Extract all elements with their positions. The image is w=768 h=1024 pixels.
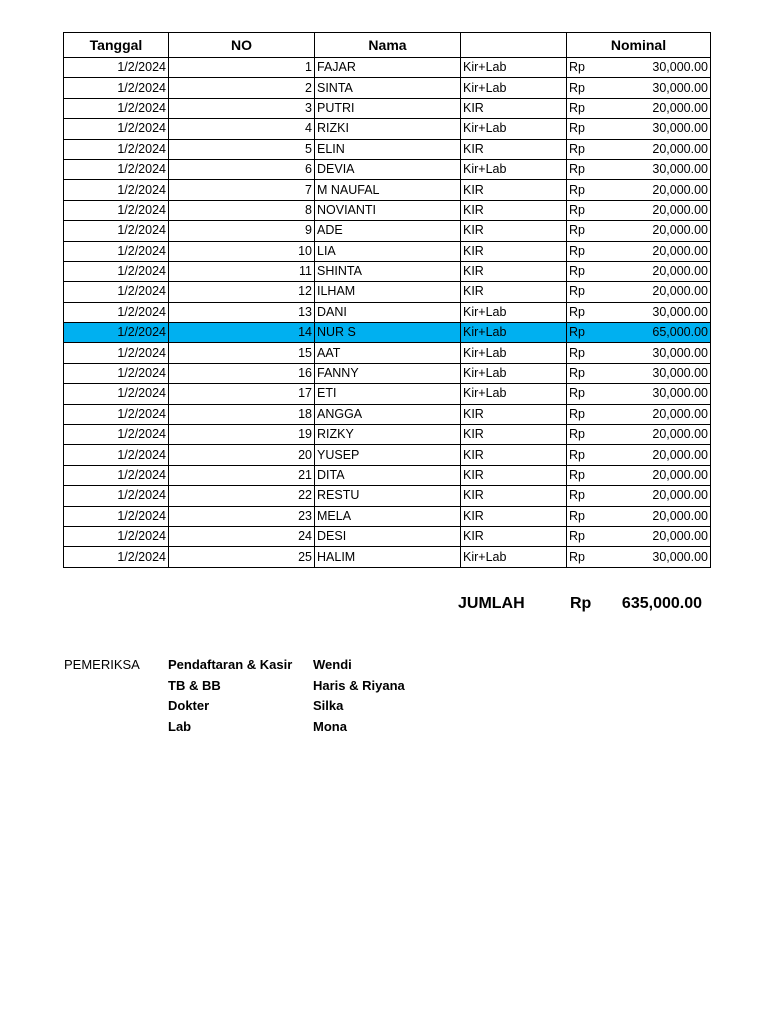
signoff-role: Lab bbox=[168, 718, 192, 734]
cell-jenis: KIR bbox=[461, 139, 567, 159]
cell-currency: Rp bbox=[569, 325, 585, 340]
cell-jenis: KIR bbox=[461, 506, 567, 526]
cell-jenis: KIR bbox=[461, 241, 567, 261]
table-row bbox=[64, 323, 711, 343]
table-row bbox=[64, 200, 711, 220]
cell-jenis: Kir+Lab bbox=[461, 302, 567, 322]
cell-no: 2 bbox=[169, 78, 315, 98]
header-nama: Nama bbox=[315, 33, 461, 58]
cell-nominal bbox=[567, 526, 711, 546]
signoff-person: Mona bbox=[313, 718, 347, 734]
cell-nominal bbox=[567, 425, 711, 445]
cell-no: 11 bbox=[169, 261, 315, 281]
payment-table bbox=[63, 32, 711, 568]
cell-no: 6 bbox=[169, 159, 315, 179]
cell-no: 10 bbox=[169, 241, 315, 261]
cell-nominal bbox=[567, 445, 711, 465]
cell-tanggal: 1/2/2024 bbox=[64, 404, 169, 424]
cell-jenis: KIR bbox=[461, 526, 567, 546]
header-no: NO bbox=[169, 33, 315, 58]
signoff-row bbox=[64, 676, 464, 697]
cell-nama: RIZKY bbox=[315, 425, 461, 445]
cell-jenis: KIR bbox=[461, 200, 567, 220]
cell-tanggal: 1/2/2024 bbox=[64, 58, 169, 78]
cell-amount: 30,000.00 bbox=[652, 121, 708, 136]
cell-nama: ETI bbox=[315, 384, 461, 404]
cell-tanggal: 1/2/2024 bbox=[64, 139, 169, 159]
signoff-title: PEMERIKSA bbox=[64, 657, 140, 672]
cell-jenis: Kir+Lab bbox=[461, 119, 567, 139]
cell-nominal bbox=[567, 384, 711, 404]
cell-currency: Rp bbox=[569, 182, 585, 197]
table-row bbox=[64, 139, 711, 159]
cell-jenis: Kir+Lab bbox=[461, 78, 567, 98]
table-row bbox=[64, 445, 711, 465]
table-row bbox=[64, 465, 711, 485]
cell-jenis: Kir+Lab bbox=[461, 363, 567, 383]
cell-jenis: KIR bbox=[461, 404, 567, 424]
table-row bbox=[64, 119, 711, 139]
cell-currency: Rp bbox=[569, 121, 585, 136]
cell-nama: AAT bbox=[315, 343, 461, 363]
cell-no: 18 bbox=[169, 404, 315, 424]
cell-amount: 20,000.00 bbox=[652, 264, 708, 279]
cell-jenis: KIR bbox=[461, 425, 567, 445]
table-body bbox=[64, 58, 711, 568]
table-row bbox=[64, 526, 711, 546]
cell-jenis: KIR bbox=[461, 445, 567, 465]
table-row bbox=[64, 384, 711, 404]
cell-nama: RESTU bbox=[315, 486, 461, 506]
cell-tanggal: 1/2/2024 bbox=[64, 200, 169, 220]
signoff-person: Wendi bbox=[313, 657, 352, 672]
cell-nama: SHINTA bbox=[315, 261, 461, 281]
cell-jenis: Kir+Lab bbox=[461, 384, 567, 404]
header-jenis bbox=[461, 33, 567, 58]
cell-no: 4 bbox=[169, 119, 315, 139]
signoff-role: TB & BB bbox=[168, 677, 221, 693]
cell-amount: 20,000.00 bbox=[652, 223, 708, 238]
cell-amount: 65,000.00 bbox=[652, 325, 708, 340]
table-row bbox=[64, 404, 711, 424]
table-row bbox=[64, 486, 711, 506]
cell-currency: Rp bbox=[569, 468, 585, 482]
cell-no: 9 bbox=[169, 221, 315, 241]
cell-amount: 20,000.00 bbox=[652, 488, 708, 503]
cell-currency: Rp bbox=[569, 202, 585, 217]
cell-nominal bbox=[567, 119, 711, 139]
cell-nominal bbox=[567, 139, 711, 159]
table-row bbox=[64, 547, 711, 567]
cell-nominal bbox=[567, 58, 711, 78]
table-row bbox=[64, 363, 711, 383]
cell-no: 17 bbox=[169, 384, 315, 404]
cell-jenis: Kir+Lab bbox=[461, 58, 567, 78]
table-row bbox=[64, 506, 711, 526]
cell-tanggal: 1/2/2024 bbox=[64, 302, 169, 322]
table-row bbox=[64, 241, 711, 261]
cell-tanggal: 1/2/2024 bbox=[64, 282, 169, 302]
cell-amount: 20,000.00 bbox=[652, 243, 708, 258]
cell-nominal bbox=[567, 98, 711, 118]
signoff-person: Haris & Riyana bbox=[313, 677, 405, 693]
cell-currency: Rp bbox=[569, 223, 585, 238]
header-tanggal: Tanggal bbox=[64, 33, 169, 58]
total-value: 635,000.00 bbox=[621, 595, 702, 612]
cell-tanggal: 1/2/2024 bbox=[64, 526, 169, 546]
table-row bbox=[64, 425, 711, 445]
signoff-row bbox=[64, 655, 464, 676]
cell-nominal bbox=[567, 302, 711, 322]
cell-nominal bbox=[567, 200, 711, 220]
signoff-row bbox=[64, 696, 464, 717]
cell-tanggal: 1/2/2024 bbox=[64, 98, 169, 118]
cell-currency: Rp bbox=[569, 243, 585, 258]
cell-amount: 30,000.00 bbox=[652, 304, 708, 319]
cell-amount: 20,000.00 bbox=[652, 100, 708, 115]
cell-no: 19 bbox=[169, 425, 315, 445]
table-row bbox=[64, 159, 711, 179]
cell-nominal bbox=[567, 506, 711, 526]
cell-tanggal: 1/2/2024 bbox=[64, 363, 169, 383]
signoff-section bbox=[64, 655, 464, 737]
cell-tanggal: 1/2/2024 bbox=[64, 343, 169, 363]
cell-tanggal: 1/2/2024 bbox=[64, 445, 169, 465]
cell-no: 3 bbox=[169, 98, 315, 118]
cell-no: 16 bbox=[169, 363, 315, 383]
cell-amount: 20,000.00 bbox=[652, 508, 708, 523]
signoff-person: Silka bbox=[313, 698, 344, 713]
cell-nama: ANGGA bbox=[315, 404, 461, 424]
cell-currency: Rp bbox=[569, 284, 585, 299]
cell-no: 20 bbox=[169, 445, 315, 465]
cell-nama: ILHAM bbox=[315, 282, 461, 302]
cell-no: 12 bbox=[169, 282, 315, 302]
cell-nama: PUTRI bbox=[315, 98, 461, 118]
cell-amount: 30,000.00 bbox=[652, 366, 708, 381]
cell-amount: 20,000.00 bbox=[652, 141, 708, 156]
cell-jenis: Kir+Lab bbox=[461, 547, 567, 567]
signoff-row bbox=[64, 717, 464, 738]
cell-jenis: Kir+Lab bbox=[461, 323, 567, 343]
cell-currency: Rp bbox=[569, 529, 585, 544]
cell-nama: NOVIANTI bbox=[315, 200, 461, 220]
cell-currency: Rp bbox=[569, 366, 585, 381]
cell-amount: 20,000.00 bbox=[652, 182, 708, 197]
table-row bbox=[64, 58, 711, 78]
cell-nominal bbox=[567, 404, 711, 424]
cell-nama: SINTA bbox=[315, 78, 461, 98]
cell-nominal bbox=[567, 343, 711, 363]
cell-currency: Rp bbox=[569, 447, 585, 462]
header-row bbox=[64, 33, 711, 58]
cell-nominal bbox=[567, 323, 711, 343]
cell-tanggal: 1/2/2024 bbox=[64, 261, 169, 281]
total-label: JUMLAH bbox=[458, 595, 525, 612]
cell-no: 22 bbox=[169, 486, 315, 506]
cell-no: 21 bbox=[169, 465, 315, 485]
cell-tanggal: 1/2/2024 bbox=[64, 180, 169, 200]
cell-tanggal: 1/2/2024 bbox=[64, 159, 169, 179]
cell-nominal bbox=[567, 159, 711, 179]
table-row bbox=[64, 302, 711, 322]
cell-no: 23 bbox=[169, 506, 315, 526]
cell-currency: Rp bbox=[569, 80, 585, 95]
cell-tanggal: 1/2/2024 bbox=[64, 78, 169, 98]
cell-jenis: KIR bbox=[461, 486, 567, 506]
table-row bbox=[64, 343, 711, 363]
cell-no: 15 bbox=[169, 343, 315, 363]
cell-jenis: KIR bbox=[461, 180, 567, 200]
cell-currency: Rp bbox=[569, 488, 585, 503]
cell-tanggal: 1/2/2024 bbox=[64, 506, 169, 526]
cell-amount: 30,000.00 bbox=[652, 162, 708, 177]
cell-nama: DEVIA bbox=[315, 159, 461, 179]
cell-nama: DANI bbox=[315, 302, 461, 322]
cell-nominal bbox=[567, 465, 711, 485]
cell-nama: NUR S bbox=[315, 323, 461, 343]
cell-nominal bbox=[567, 180, 711, 200]
cell-nama: FAJAR bbox=[315, 58, 461, 78]
cell-currency: Rp bbox=[569, 427, 585, 442]
cell-nama: M NAUFAL bbox=[315, 180, 461, 200]
cell-no: 5 bbox=[169, 139, 315, 159]
cell-nama: MELA bbox=[315, 506, 461, 526]
cell-amount: 20,000.00 bbox=[652, 406, 708, 421]
cell-amount: 30,000.00 bbox=[652, 80, 708, 95]
cell-jenis: Kir+Lab bbox=[461, 343, 567, 363]
cell-tanggal: 1/2/2024 bbox=[64, 323, 169, 343]
cell-tanggal: 1/2/2024 bbox=[64, 547, 169, 567]
cell-no: 14 bbox=[169, 323, 315, 343]
cell-tanggal: 1/2/2024 bbox=[64, 221, 169, 241]
cell-nama: YUSEP bbox=[315, 445, 461, 465]
cell-nominal bbox=[567, 547, 711, 567]
cell-no: 25 bbox=[169, 547, 315, 567]
cell-nominal bbox=[567, 261, 711, 281]
cell-amount: 20,000.00 bbox=[652, 468, 708, 482]
table-row bbox=[64, 78, 711, 98]
cell-amount: 30,000.00 bbox=[652, 60, 708, 75]
cell-no: 7 bbox=[169, 180, 315, 200]
signoff-role: Dokter bbox=[168, 698, 210, 713]
cell-jenis: KIR bbox=[461, 282, 567, 302]
cell-currency: Rp bbox=[569, 345, 585, 360]
cell-nominal bbox=[567, 241, 711, 261]
cell-amount: 20,000.00 bbox=[652, 202, 708, 217]
cell-nama: DITA bbox=[315, 465, 461, 485]
cell-currency: Rp bbox=[569, 549, 585, 564]
cell-jenis: KIR bbox=[461, 261, 567, 281]
table-row bbox=[64, 221, 711, 241]
cell-jenis: KIR bbox=[461, 465, 567, 485]
cell-amount: 20,000.00 bbox=[652, 284, 708, 299]
total-row bbox=[458, 592, 708, 616]
cell-jenis: KIR bbox=[461, 98, 567, 118]
cell-currency: Rp bbox=[569, 264, 585, 279]
cell-nama: ADE bbox=[315, 221, 461, 241]
cell-currency: Rp bbox=[569, 141, 585, 156]
cell-no: 1 bbox=[169, 58, 315, 78]
table-row bbox=[64, 261, 711, 281]
cell-amount: 30,000.00 bbox=[652, 345, 708, 360]
cell-no: 13 bbox=[169, 302, 315, 322]
cell-no: 24 bbox=[169, 526, 315, 546]
cell-nominal bbox=[567, 78, 711, 98]
cell-nominal bbox=[567, 282, 711, 302]
cell-nama: FANNY bbox=[315, 363, 461, 383]
cell-amount: 30,000.00 bbox=[652, 549, 708, 564]
cell-tanggal: 1/2/2024 bbox=[64, 486, 169, 506]
cell-currency: Rp bbox=[569, 386, 585, 401]
cell-nama: RIZKI bbox=[315, 119, 461, 139]
cell-nominal bbox=[567, 363, 711, 383]
cell-jenis: KIR bbox=[461, 221, 567, 241]
cell-amount: 20,000.00 bbox=[652, 427, 708, 442]
cell-currency: Rp bbox=[569, 60, 585, 75]
cell-tanggal: 1/2/2024 bbox=[64, 425, 169, 445]
signoff-role: Pendaftaran & Kasir bbox=[168, 657, 293, 672]
table-row bbox=[64, 282, 711, 302]
cell-tanggal: 1/2/2024 bbox=[64, 384, 169, 404]
cell-tanggal: 1/2/2024 bbox=[64, 241, 169, 261]
cell-nominal bbox=[567, 486, 711, 506]
cell-nama: LIA bbox=[315, 241, 461, 261]
cell-tanggal: 1/2/2024 bbox=[64, 465, 169, 485]
cell-currency: Rp bbox=[569, 304, 585, 319]
cell-amount: 20,000.00 bbox=[652, 529, 708, 544]
cell-nama: DESI bbox=[315, 526, 461, 546]
cell-amount: 20,000.00 bbox=[652, 447, 708, 462]
cell-nama: ELIN bbox=[315, 139, 461, 159]
cell-currency: Rp bbox=[569, 508, 585, 523]
cell-nominal bbox=[567, 221, 711, 241]
table-row bbox=[64, 180, 711, 200]
cell-currency: Rp bbox=[569, 406, 585, 421]
cell-amount: 30,000.00 bbox=[652, 386, 708, 401]
header-nominal: Nominal bbox=[567, 33, 711, 58]
cell-tanggal: 1/2/2024 bbox=[64, 119, 169, 139]
cell-currency: Rp bbox=[569, 162, 585, 177]
cell-jenis: Kir+Lab bbox=[461, 159, 567, 179]
table-row bbox=[64, 98, 711, 118]
cell-currency: Rp bbox=[569, 100, 585, 115]
cell-no: 8 bbox=[169, 200, 315, 220]
cell-nama: HALIM bbox=[315, 547, 461, 567]
total-currency: Rp bbox=[570, 595, 592, 612]
